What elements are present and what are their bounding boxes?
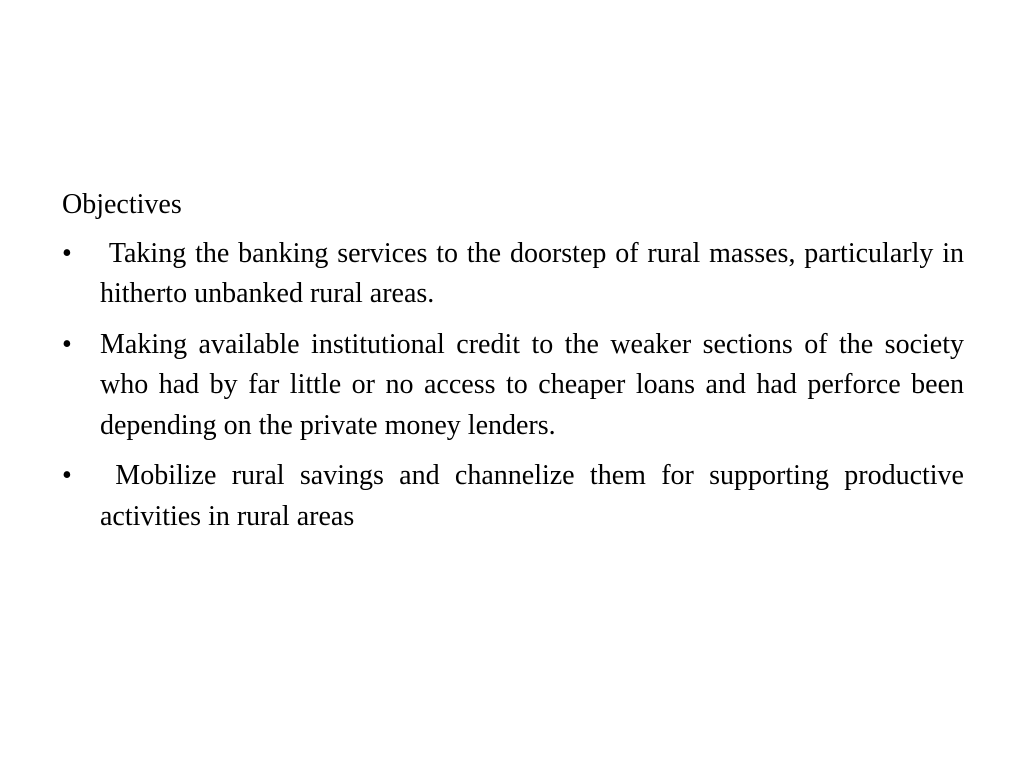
list-item [62,325,964,447]
list-item-text: Mobilize rural savings and channelize them for supporting productive activities in rural areas [100,460,964,532]
list-item [62,234,964,315]
bullet-icon: • [62,460,72,491]
list-item-text: Making available institutional credit to the weaker sections of the society who had by far little or no access to cheaper loans and had perforce been depending on the private money lenders. [100,328,964,441]
objectives-list [62,234,964,538]
slide-content [62,185,964,537]
bullet-icon: • [62,328,72,360]
list-item [62,456,964,537]
bullet-icon: • [62,237,72,269]
objectives-heading: Objectives [62,189,182,220]
list-item-text: Taking the banking services to the doorstep of rural masses, particularly in hitherto unbanked rural areas. [100,237,964,309]
